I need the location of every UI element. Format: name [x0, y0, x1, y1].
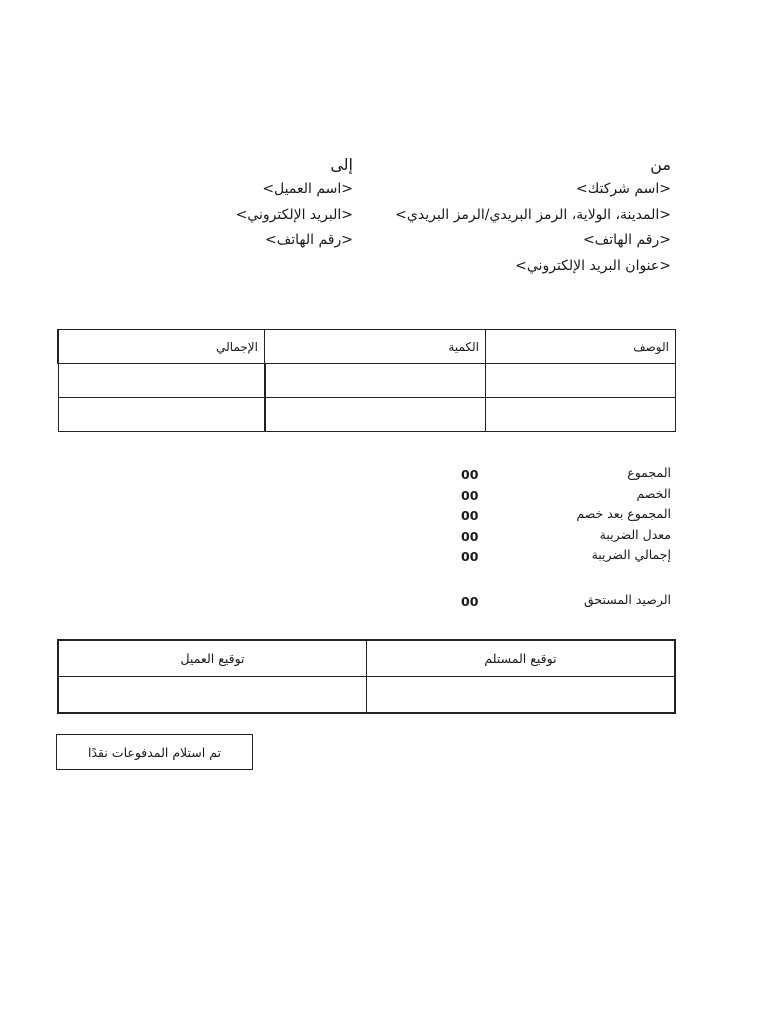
- from-section: [341, 152, 671, 279]
- to-phone: <رقم الهاتف>: [265, 232, 353, 248]
- from-phone: <رقم الهاتف>: [583, 232, 671, 248]
- after-discount-row: [461, 506, 671, 527]
- balance-due-row: [461, 592, 671, 613]
- header-total: الإجمالي: [58, 330, 265, 364]
- to-client-name: <اسم العميل>: [262, 181, 353, 197]
- client-signature-label: توقيع العميل: [58, 640, 367, 677]
- receiver-signature-label: توقيع المستلم: [367, 640, 676, 677]
- subtotal-row: [461, 465, 671, 486]
- to-heading: إلى: [330, 155, 353, 174]
- table-cell[interactable]: [486, 398, 676, 432]
- total-tax-label: إجمالي الضريبة: [591, 547, 671, 562]
- signature-row: [58, 677, 675, 714]
- cash-received-label: تم استلام المدفوعات نقدًا: [88, 744, 222, 760]
- tax-rate-value: 00: [461, 528, 479, 544]
- table-row: [58, 364, 676, 398]
- balance-due-value: 00: [461, 593, 479, 609]
- discount-label: الخصم: [636, 485, 671, 501]
- after-discount-label: المجموع بعد خصم: [576, 506, 671, 521]
- header-quantity: الكمية: [265, 330, 486, 364]
- table-cell[interactable]: [58, 398, 265, 432]
- total-tax-value: 00: [461, 549, 479, 564]
- balance-due-label: الرصيد المستحق: [583, 591, 671, 607]
- items-table: [57, 329, 676, 432]
- table-cell[interactable]: [486, 364, 676, 398]
- signature-header-row: [58, 640, 675, 677]
- totals-section: [461, 465, 671, 612]
- from-email: <عنوان البريد الإلكتروني>: [515, 257, 671, 274]
- to-email: <البريد الإلكتروني>: [235, 206, 353, 223]
- from-company-name: <اسم شركتك>: [576, 181, 671, 197]
- cash-received-box[interactable]: [56, 734, 253, 770]
- table-cell[interactable]: [265, 398, 486, 432]
- discount-value: 00: [461, 487, 479, 503]
- client-signature-field[interactable]: [58, 677, 367, 714]
- discount-row: [461, 486, 671, 507]
- receiver-signature-field[interactable]: [367, 677, 676, 714]
- signature-table: [57, 639, 676, 714]
- tax-rate-row: [461, 527, 671, 548]
- table-row: [58, 398, 676, 432]
- subtotal-value: 00: [461, 467, 479, 482]
- total-tax-row: [461, 547, 671, 568]
- from-heading: من: [650, 155, 671, 174]
- tax-rate-label: معدل الضريبة: [599, 526, 671, 542]
- after-discount-value: 00: [461, 508, 479, 523]
- to-section: [93, 152, 353, 254]
- table-cell[interactable]: [58, 364, 265, 398]
- items-header-row: [58, 330, 676, 364]
- subtotal-label: المجموع: [627, 465, 671, 480]
- from-city-state-zip: <المدينة، الولاية، الرمز البريدي/الرمز البريدي>: [395, 206, 671, 223]
- table-cell[interactable]: [265, 364, 486, 398]
- header-description: الوصف: [486, 330, 676, 364]
